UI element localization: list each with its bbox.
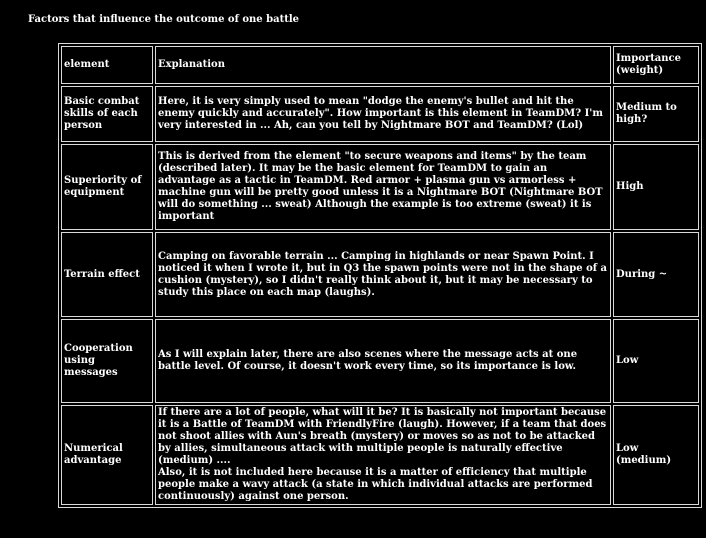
- table-header-row: [61, 46, 699, 84]
- cell-importance: During ~: [613, 232, 699, 317]
- cell-explanation: Here, it is very simply used to mean "dodge the enemy's bullet and hit the enemy quickly and accurately". How important is this element in TeamDM? I'm very interested in ... Ah, can you tell by Nightmare BOT and TeamDM? (Lol): [155, 86, 611, 142]
- table-row: [61, 232, 699, 317]
- cell-explanation-text: If there are a lot of people, what will it be? It is basically not important because it is a Battle of TeamDM with FriendlyFire (laugh). However, if a team that does not shoot allies with Aun's breath (mystery) or moves so as not to be attacked by allies, simultaneous attack with multiple people is naturally effective (medium) ....: [158, 407, 607, 466]
- cell-element: Numerical advantage: [61, 405, 153, 505]
- table-row: [61, 86, 699, 142]
- cell-explanation: [155, 405, 611, 505]
- header-element: element: [61, 46, 153, 84]
- cell-explanation: Camping on favorable terrain ... Camping in highlands or near Spawn Point. I noticed it when I wrote it, but in Q3 the spawn points were not in the shape of a cushion (mystery), so I didn't really think about it, but it may be necessary to study this place on each map (laughs).: [155, 232, 611, 317]
- table-row: [61, 144, 699, 230]
- cell-explanation-extra: Also, it is not included here because it is a matter of efficiency that multiple people make a wavy attack (a state in which individual attacks are performed continuously) against one person.: [158, 467, 593, 502]
- cell-importance: High: [613, 144, 699, 230]
- cell-importance: Medium to high?: [613, 86, 699, 142]
- cell-explanation: As I will explain later, there are also scenes where the message acts at one battle level. Of course, it doesn't work every time, so its importance is low.: [155, 319, 611, 403]
- header-importance: Importance (weight): [613, 46, 699, 84]
- header-explanation: Explanation: [155, 46, 611, 84]
- factors-table: [58, 43, 702, 508]
- page-title: Factors that influence the outcome of one battle: [28, 14, 300, 25]
- cell-explanation: This is derived from the element "to secure weapons and items" by the team (described later). It may be the basic element for TeamDM to gain an advantage as a tactic in TeamDM. Red armor + plasma gun vs armorless + machine gun will be pretty good unless it is a Nightmare BOT (Nightmare BOT will do something ... sweat) Although the example is too extreme (sweat) it is important: [155, 144, 611, 230]
- cell-element: Superiority of equipment: [61, 144, 153, 230]
- cell-element: Cooperation using messages: [61, 319, 153, 403]
- cell-element: Terrain effect: [61, 232, 153, 317]
- table-row: [61, 405, 699, 505]
- cell-element: Basic combat skills of each person: [61, 86, 153, 142]
- cell-importance: Low: [613, 319, 699, 403]
- table-row: [61, 319, 699, 403]
- cell-importance: Low (medium): [613, 405, 699, 505]
